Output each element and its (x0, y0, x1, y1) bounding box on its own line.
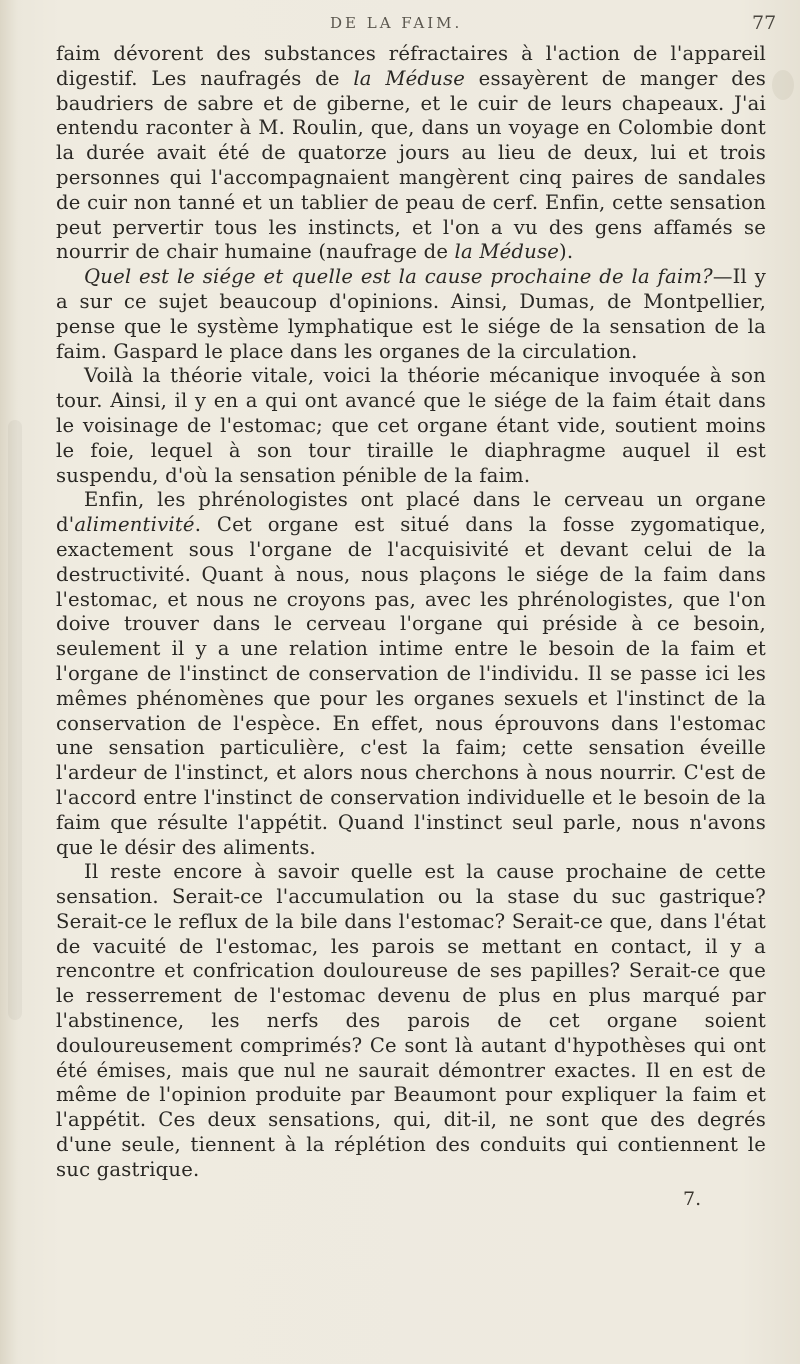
page-number: 77 (752, 12, 777, 34)
paragraph (56, 364, 766, 488)
paragraph (56, 42, 766, 265)
italic-text: Quel est le siége et quelle est la cause prochaine de la faim? (84, 265, 713, 289)
paper-stain (772, 70, 794, 100)
text-segment: faim dévorent des substances réfractaires à l'action de l'appareil digestif. Les naufragés de (56, 42, 766, 90)
italic-text: la Méduse (454, 240, 559, 264)
text-segment: Voilà la théorie vitale, voici la théorie mécanique invoquée à son tour. Ainsi, il y en a qui ont avancé que le siége de la faim était dans le voisinage de l'estomac; que cet organe étant vide, soutient moins le foie, lequel à son tour tiraille le diaphragme auquel il est suspendu, d'où la sensation pénible de la faim. (56, 364, 766, 487)
text-segment: —Il y a sur ce sujet beaucoup d'opinions. Ainsi, Dumas, de Montpellier, pense que le système lymphatique est le siége de la sensation de la faim. Gaspard le place dans les organes de la circulation. (56, 265, 766, 363)
text-segment: essayèrent de manger des baudriers de sabre et de giberne, et le cuir de leurs chapeaux. J'ai entendu raconter à M. Roulin, que, dans un voyage en Colombie dont la durée avait été de quatorze jours au lieu de deux, lui et trois personnes qui l'accompagnaient mangèrent cinq paires de sandales de cuir non tanné et un tablier de peau de cerf. Enfin, cette sensation peut pervertir tous les instincts, et l'on a vu des gens affamés se nourrir de chair humaine (naufrage de (56, 66, 767, 264)
text-segment: Il reste encore à savoir quelle est la cause prochaine de cette sensation. Serait-ce l'accumulation ou la stase du suc gastrique? Serait-ce le reflux de la bile dans l'estomac? Serait-ce que, dans l'état de vacuité de l'estomac, les parois se mettant en contact, il y a rencontre et confrication douloureuse de ses papilles? Serait-ce que le resserrement de l'estomac devenu de plus en plus marqué par l'abstinence, les nerfs des parois de cet organe soient douloureusement comprimés? Ce sont là autant d'hypothèses qui ont été émises, mais que nul ne saurait démontrer exactes. Il en est de même de l'opinion produite par Beaumont pour expliquer la faim et l'appétit. Ces deux sensations, qui, dit-il, ne sont que des degrés d'une seule, tiennent à la réplétion des conduits qui contiennent le suc gastrique. (56, 860, 766, 1181)
body-text (56, 42, 766, 1183)
running-title: DE LA FAIM. (330, 14, 463, 32)
text-segment: Enfin, les phrénologistes ont placé dans le cerveau un organe d' (56, 488, 766, 537)
page-header (0, 10, 800, 40)
signature-mark: 7. (683, 1188, 702, 1210)
italic-text: alimentivité (74, 513, 195, 537)
paragraph (56, 265, 766, 364)
paragraph (56, 860, 766, 1182)
text-segment: . Cet organe est situé dans la fosse zygomatique, exactement sous l'organe de l'acquisivité et devant celui de la destructivité. Quant à nous, nous plaçons le siége de la faim dans l'estomac, et nous ne croyons pas, avec les phrénologistes, que l'on doive trouver dans le cerveau l'organe qui préside à ce besoin, seulement il y a une relation intime entre le besoin de la faim et l'organe de l'instinct de conservation de l'individu. Il se passe ici les mêmes phénomènes que pour les organes sexuels et l'instinct de la conservation de l'espèce. En effet, nous éprouvons dans l'estomac une sensation particulière, c'est la faim; cette sensation éveille l'ardeur de l'instinct, et alors nous cherchons à nous nourrir. C'est de l'accord entre l'instinct de conservation individuelle et le besoin de la faim que résulte l'appétit. Quand l'instinct seul parle, nous n'avons que le désir des aliments. (56, 513, 766, 859)
paper-stain (8, 420, 22, 1020)
italic-text: la Méduse (353, 66, 465, 90)
text-segment: ). (559, 240, 574, 264)
paragraph (56, 488, 766, 860)
